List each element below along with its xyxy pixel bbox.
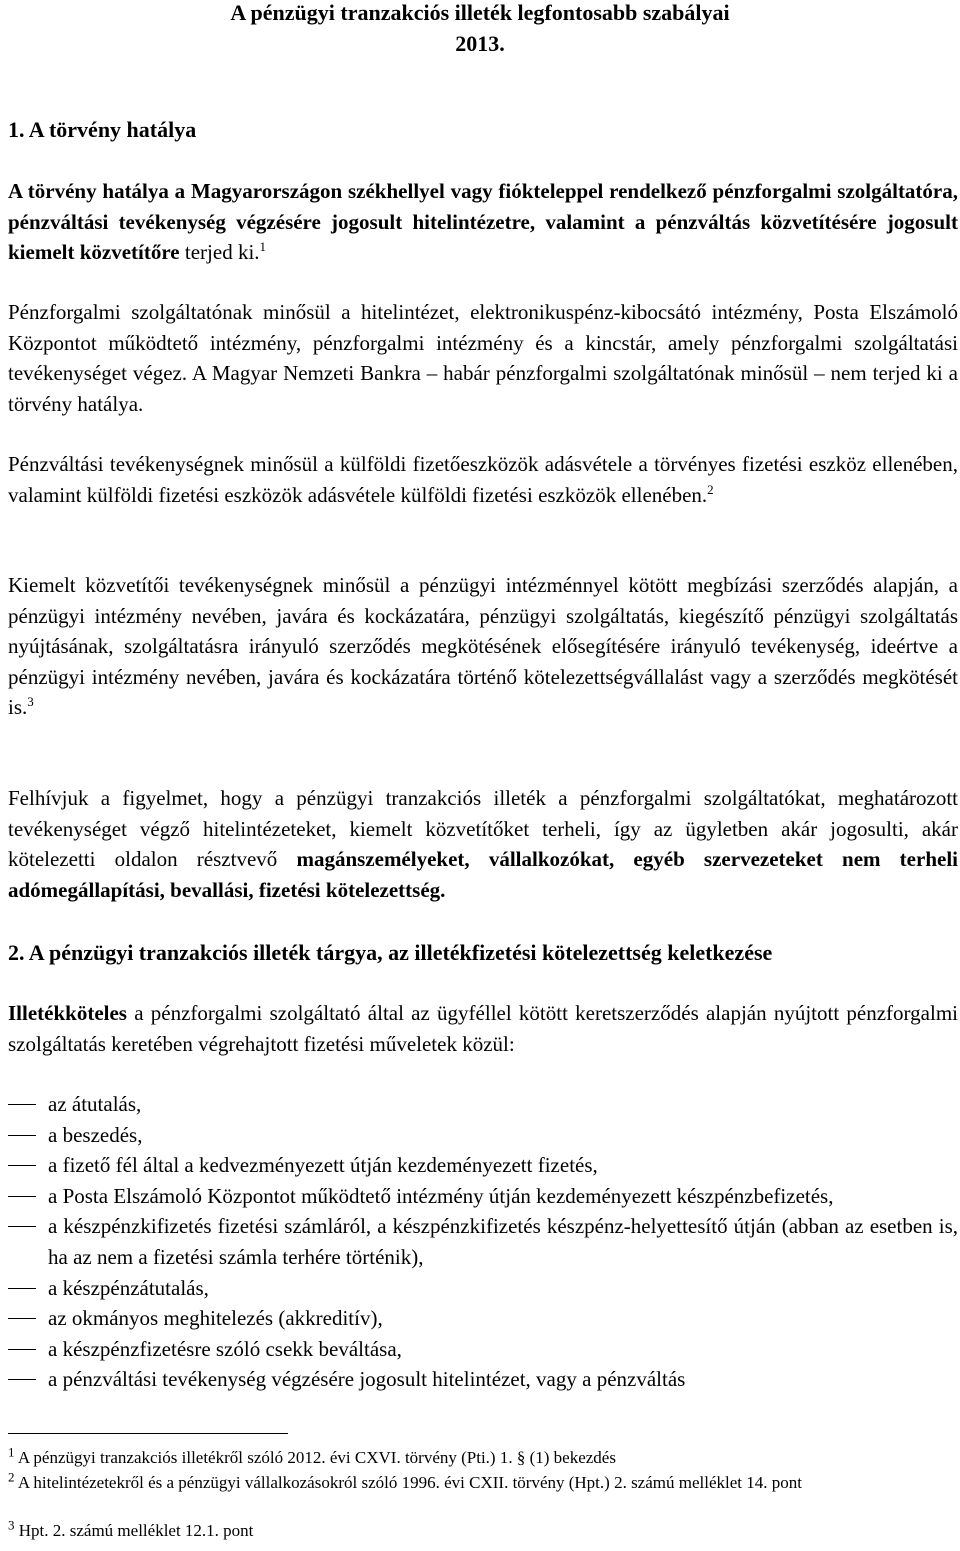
list-item: az átutalás, <box>8 1089 958 1120</box>
footnote-ref-2: 2 <box>707 481 714 497</box>
list-item: a beszedés, <box>8 1120 958 1151</box>
scope-bold-text: A törvény hatálya a Magyarországon székhellyel vagy fiókteleppel rendelkező pénzforgalmi szolgáltatóra, pénzváltási tevékenység végzésére jogosult hitelintézetre, valamint a pénzváltás közvetítésére jogosult kiemelt közvetítőre <box>8 179 958 265</box>
section-1-heading: 1. A törvény hatálya <box>8 117 197 142</box>
footnote-separator <box>8 1433 288 1434</box>
payment-operations-list <box>8 1089 958 1395</box>
notice-bold-text: magánszemélyeket, vállalkozókat, egyéb szervezeteket nem terheli adómegállapítási, bevallási, fizetési kötelezettség. <box>8 847 958 902</box>
list-item: a Posta Elszámoló Központot működtető intézmény útján kezdeményezett készpénzbefizetés, <box>8 1181 958 1212</box>
footnote-3: $^3$ Hpt. 2. számú melléklet 12.1. pont <box>8 1517 254 1540</box>
list-item: a pénzváltási tevékenység végzésére jogosult hitelintézet, vagy a pénzváltás <box>8 1364 958 1395</box>
section-1-paragraph-4 <box>8 570 958 723</box>
list-item: a készpénzátutalás, <box>8 1273 958 1304</box>
list-item: a készpénzkifizetés fizetési számláról, a készpénzkifizetés készpénz-helyettesítő útján (abban az esetben is, ha az nem a fizetési számla terhére történik), <box>8 1211 958 1272</box>
intermediary-text: Kiemelt közvetítői tevékenységnek minősül a pénzügyi intézménnyel kötött megbízási szerződés alapján, a pénzügyi intézmény nevében, javára és kockázatára, pénzügyi szolgáltatás, kiegészítő pénzügyi szolgáltatás nyújtásának, szolgáltatásra irányuló szerződés megkötésének elősegítésére irányuló tevékenység, ideértve a pénzügyi intézmény nevében, javára és kockázatára történő kötelezettségvállalást vagy a szerződés megkötését is. <box>8 573 958 720</box>
section-2-paragraph-1 <box>8 998 958 1059</box>
footnote-1: $^1$ A pénzügyi tranzakciós illetékről szóló 2012. évi CXVI. törvény (Pti.) 1. § (1) bekezdés <box>8 1444 616 1467</box>
taxable-rest-text: a pénzforgalmi szolgáltató által az ügyféllel kötött keretszerződés alapján nyújtott pénzforgalmi szolgáltatás keretében végrehajtott fizetési műveletek közül: <box>8 1001 958 1056</box>
section-2-heading: 2. A pénzügyi tranzakciós illeték tárgya, az illetékfizetési kötelezettség keletkezése <box>8 940 773 965</box>
notice-text: Felhívjuk a figyelmet, hogy a pénzügyi tranzakciós illeték a pénzforgalmi szolgáltatókat, meghatározott tevékenységet végző hitelintézeteket, kiemelt közvetítőket terheli, így az ügyletben akár jogosulti, akár kötelezetti oldalon résztvevő <box>8 786 958 872</box>
scope-rest-text: terjed ki. <box>179 240 260 265</box>
section-1-paragraph-5 <box>8 783 958 905</box>
currency-exchange-text: Pénzváltási tevékenységnek minősül a külföldi fizetőeszközök adásvétele a törvényes fizetési eszköz ellenében, valamint külföldi fizetési eszközök adásvétele külföldi fizetési eszközök ellenében. <box>8 452 958 507</box>
list-item: a fizető fél által a kedvezményezett útján kezdeményezett fizetés, <box>8 1150 958 1181</box>
section-1-paragraph-1 <box>8 176 958 268</box>
list-item: a készpénzfizetésre szóló csekk beváltása, <box>8 1334 958 1365</box>
taxable-bold-text: Illetékköteles <box>8 1001 127 1025</box>
section-1-paragraph-3 <box>8 449 958 510</box>
section-1-paragraph-2: Pénzforgalmi szolgáltatónak minősül a hitelintézet, elektronikuspénz-kibocsátó intézmény, Posta Elszámoló Központot működtető intézmény, pénzforgalmi intézmény és a kincstár, amely pénzforgalmi szolgáltatási tevékenységet végez. A Magyar Nemzeti Bankra – habár pénzforgalmi szolgáltatónak minősül – nem terjed ki a törvény hatálya. <box>8 300 958 416</box>
document-title: A pénzügyi tranzakciós illeték legfontosabb szabályai <box>230 0 730 25</box>
footnote-2: $^2$ A hitelintézetekről és a pénzügyi vállalkozásokról szóló 1996. évi CXII. törvény (Hpt.) 2. számú melléklet 14. pont <box>8 1469 802 1492</box>
list-item: az okmányos meghitelezés (akkreditív), <box>8 1303 958 1334</box>
footnote-ref-3: 3 <box>27 694 34 710</box>
footnote-ref-1: 1 <box>259 239 267 255</box>
document-year: 2013. <box>455 31 505 56</box>
